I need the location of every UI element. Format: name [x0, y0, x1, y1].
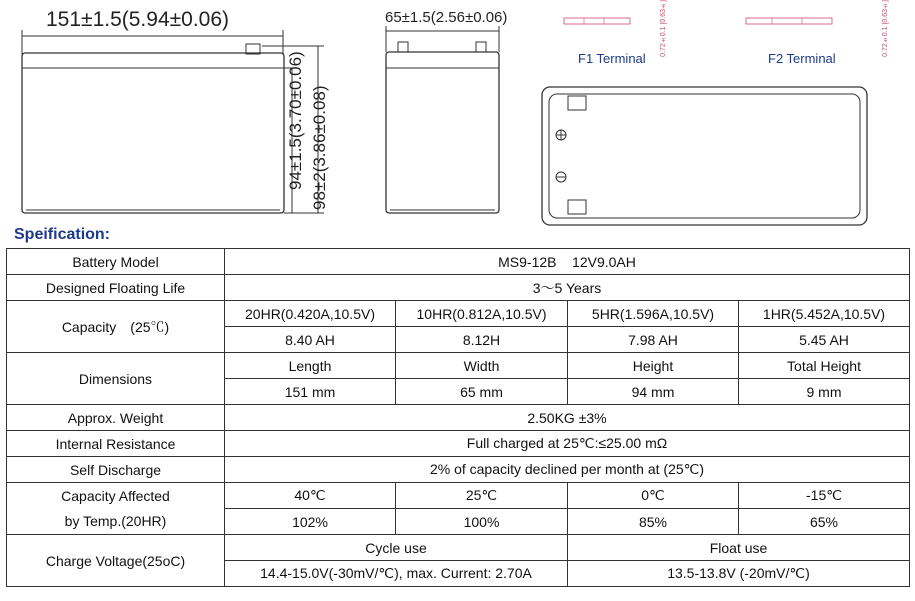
table-row: [7, 275, 910, 301]
f1-terminal-label: F1 Terminal: [578, 51, 646, 66]
front-width-dimension: 151±1.5(5.94±0.06): [46, 8, 230, 31]
f2-terminal-label: F2 Terminal: [768, 51, 836, 66]
dimension-header: Width: [396, 353, 568, 379]
f1-terminal-spec: 0.72±0.1 [0.63±]: [660, 0, 667, 57]
floating-life-value: 3～5 Years: [225, 275, 910, 301]
float-use-value: 13.5-13.8V (-20mV/℃): [568, 561, 910, 587]
capacity-rate: 5HR(1.596A,10.5V): [568, 301, 739, 327]
weight-label: Approx. Weight: [7, 405, 225, 431]
temp-header: -15℃: [739, 483, 910, 509]
temp-value: 102%: [225, 509, 396, 535]
temp-value: 85%: [568, 509, 739, 535]
self-discharge-value: 2% of capacity declined per month at (25℃): [225, 457, 910, 483]
dimension-header: Total Height: [739, 353, 910, 379]
charge-voltage-label: Charge Voltage(25oC): [7, 535, 225, 587]
side-view-drawing: [380, 0, 510, 220]
resistance-label: Internal Resistance: [7, 431, 225, 457]
floating-life-label: Designed Floating Life: [7, 275, 225, 301]
side-width-dimension: 65±1.5(2.56±0.06): [385, 9, 508, 26]
capacity-label: Capacity (25℃): [7, 301, 225, 353]
dimension-value: 65 mm: [396, 379, 568, 405]
table-row: [7, 509, 910, 535]
height-dimension-2: 98±2(3.86±0.08): [310, 85, 329, 210]
resistance-value: Full charged at 25℃:≤25.00 mΩ: [225, 431, 910, 457]
table-row: [7, 431, 910, 457]
dimension-value: 151 mm: [225, 379, 396, 405]
temp-value: 65%: [739, 509, 910, 535]
top-view-drawing: [535, 82, 875, 232]
temp-label-line-2: by Temp.(20HR): [7, 509, 225, 535]
battery-model-label: Battery Model: [7, 249, 225, 275]
dimensions-label: Dimensions: [7, 353, 225, 405]
table-row: [7, 457, 910, 483]
height-dimension-1: 94±1.5(3.70±0.06): [286, 51, 305, 190]
capacity-rate: 1HR(5.452A,10.5V): [739, 301, 910, 327]
f1-terminal-drawing: [560, 12, 640, 32]
capacity-value: 8.40 AH: [225, 327, 396, 353]
dimension-header: Length: [225, 353, 396, 379]
section-title: Speification:: [14, 226, 111, 243]
temp-header: 0℃: [568, 483, 739, 509]
table-row: [7, 483, 910, 509]
dimension-header: Height: [568, 353, 739, 379]
float-use-label: Float use: [568, 535, 910, 561]
capacity-value: 7.98 AH: [568, 327, 739, 353]
temp-header: 40℃: [225, 483, 396, 509]
self-discharge-label: Self Discharge: [7, 457, 225, 483]
table-row: [7, 353, 910, 379]
cycle-use-label: Cycle use: [225, 535, 568, 561]
f2-terminal-spec: 0.72±0.1 [0.63±]: [882, 0, 889, 57]
dimension-value: 94 mm: [568, 379, 739, 405]
table-row: [7, 535, 910, 561]
table-row: [7, 249, 910, 275]
temp-value: 100%: [396, 509, 568, 535]
table-row: [7, 301, 910, 327]
f2-terminal-drawing: [742, 12, 842, 32]
temp-label-line-1: Capacity Affected: [7, 483, 225, 509]
spec-table: [6, 248, 910, 587]
cycle-use-value: 14.4-15.0V(-30mV/℃), max. Current: 2.70A: [225, 561, 568, 587]
temp-header: 25℃: [396, 483, 568, 509]
weight-value: 2.50KG ±3%: [225, 405, 910, 431]
capacity-rate: 20HR(0.420A,10.5V): [225, 301, 396, 327]
capacity-rate: 10HR(0.812A,10.5V): [396, 301, 568, 327]
capacity-value: 8.12H: [396, 327, 568, 353]
battery-model-value: MS9-12B 12V9.0AH: [225, 249, 910, 275]
capacity-value: 5.45 AH: [739, 327, 910, 353]
table-row: [7, 405, 910, 431]
dimension-value: 9 mm: [739, 379, 910, 405]
